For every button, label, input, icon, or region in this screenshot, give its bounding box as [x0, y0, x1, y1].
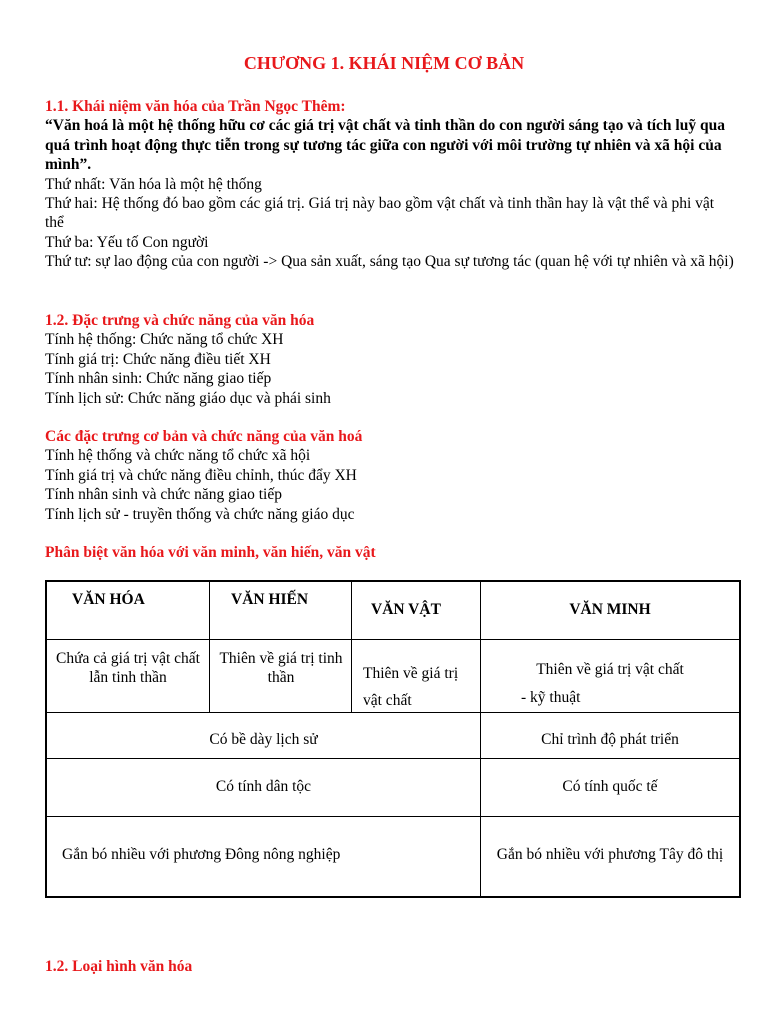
paragraph-line: Tính hệ thống và chức năng tổ chức xã hội	[45, 447, 311, 465]
section-heading: Các đặc trưng cơ bản và chức năng của văn hoá	[45, 428, 363, 445]
table-border	[45, 816, 741, 817]
section-heading: 1.2. Loại hình văn hóa	[45, 958, 193, 975]
paragraph-line: Tính nhân sinh: Chức năng giao tiếp	[45, 370, 272, 388]
table-cell: Có tính dân tộc	[215, 778, 312, 795]
table-cell: Gắn bó nhiều với phương Tây đô thị	[496, 846, 724, 863]
header-van-hoa: VĂN HÓA	[72, 591, 145, 608]
paragraph-line: Tính giá trị và chức năng điều chỉnh, thúc đẩy XH	[45, 466, 357, 484]
paragraph-line: Tính hệ thống: Chức năng tổ chức XH	[45, 331, 284, 349]
paragraph-line: Tính giá trị: Chức năng điều tiết XH	[45, 350, 271, 368]
table-border	[351, 580, 352, 713]
table-cell: - kỹ thuật	[521, 689, 581, 706]
paragraph-line: Tính lịch sử - truyền thống và chức năng giáo dục	[45, 505, 355, 523]
definition-quote: “Văn hoá là một hệ thống hữu cơ các giá trị vật chất và tinh thần do con người sáng tạo và tích luỹ qua quá trình hoạt động thực tiễn trong sự tương tác giữa con người với môi trường tự nhiên và xã hội của mình”.	[45, 117, 725, 174]
header-van-vat: VĂN VẬT	[371, 601, 441, 618]
table-cell: Thiên về giá trị vật chất	[536, 661, 684, 678]
table-border	[45, 639, 741, 640]
section-heading: 1.2. Đặc trưng và chức năng của văn hóa	[45, 312, 315, 329]
table-cell: Thiên về giá trị tinh thần	[219, 650, 343, 687]
table-border	[45, 896, 741, 898]
table-cell: Có tính quốc tế	[562, 778, 658, 795]
paragraph-line: Tính lịch sử: Chức năng giáo dục và phái sinh	[45, 389, 331, 407]
section-distinction	[45, 543, 735, 562]
paragraph-line: Thứ hai: Hệ thống đó bao gồm các giá trị. Giá trị này bao gồm vật chất và tinh thần hay là vật thể và phi vật thể	[45, 195, 715, 232]
table-cell: Có bề dày lịch sử	[209, 731, 318, 748]
paragraph-line: Tính nhân sinh và chức năng giao tiếp	[45, 486, 282, 504]
section-characteristics	[45, 311, 735, 408]
paragraph-line: Thứ ba: Yếu tố Con người	[45, 233, 209, 251]
comparison-table	[45, 580, 741, 898]
paragraph-line: Thứ nhất: Văn hóa là một hệ thống	[45, 175, 262, 193]
table-border	[739, 580, 741, 898]
table-cell: Chứa cả giá trị vật chất lẫn tinh thần	[56, 650, 200, 687]
table-border	[209, 580, 210, 713]
header-van-minh: VĂN MINH	[569, 601, 651, 618]
paragraph-line: Thứ tư: sự lao động của con người -> Qua sản xuất, sáng tạo Qua sự tương tác (quan hệ với tự nhiên và xã hội)	[45, 253, 734, 271]
section-heading: Phân biệt văn hóa với văn minh, văn hiến, văn vật	[45, 544, 376, 561]
section-heading: 1.1. Khái niệm văn hóa của Trần Ngọc Thêm:	[45, 98, 346, 115]
table-border	[45, 758, 741, 759]
table-border	[45, 580, 741, 582]
header-van-hien: VĂN HIẾN	[231, 591, 309, 608]
table-cell: Gắn bó nhiều với phương Đông nông nghiệp	[62, 846, 341, 863]
section-culture-types	[45, 957, 735, 976]
section-basic-characteristics	[45, 427, 735, 524]
table-cell: Chỉ trình độ phát triển	[541, 731, 679, 748]
section-concept	[45, 97, 735, 272]
table-cell: Thiên về giá trị vật chất	[363, 665, 459, 709]
chapter-title: CHƯƠNG 1. KHÁI NIỆM CƠ BẢN	[243, 53, 525, 73]
